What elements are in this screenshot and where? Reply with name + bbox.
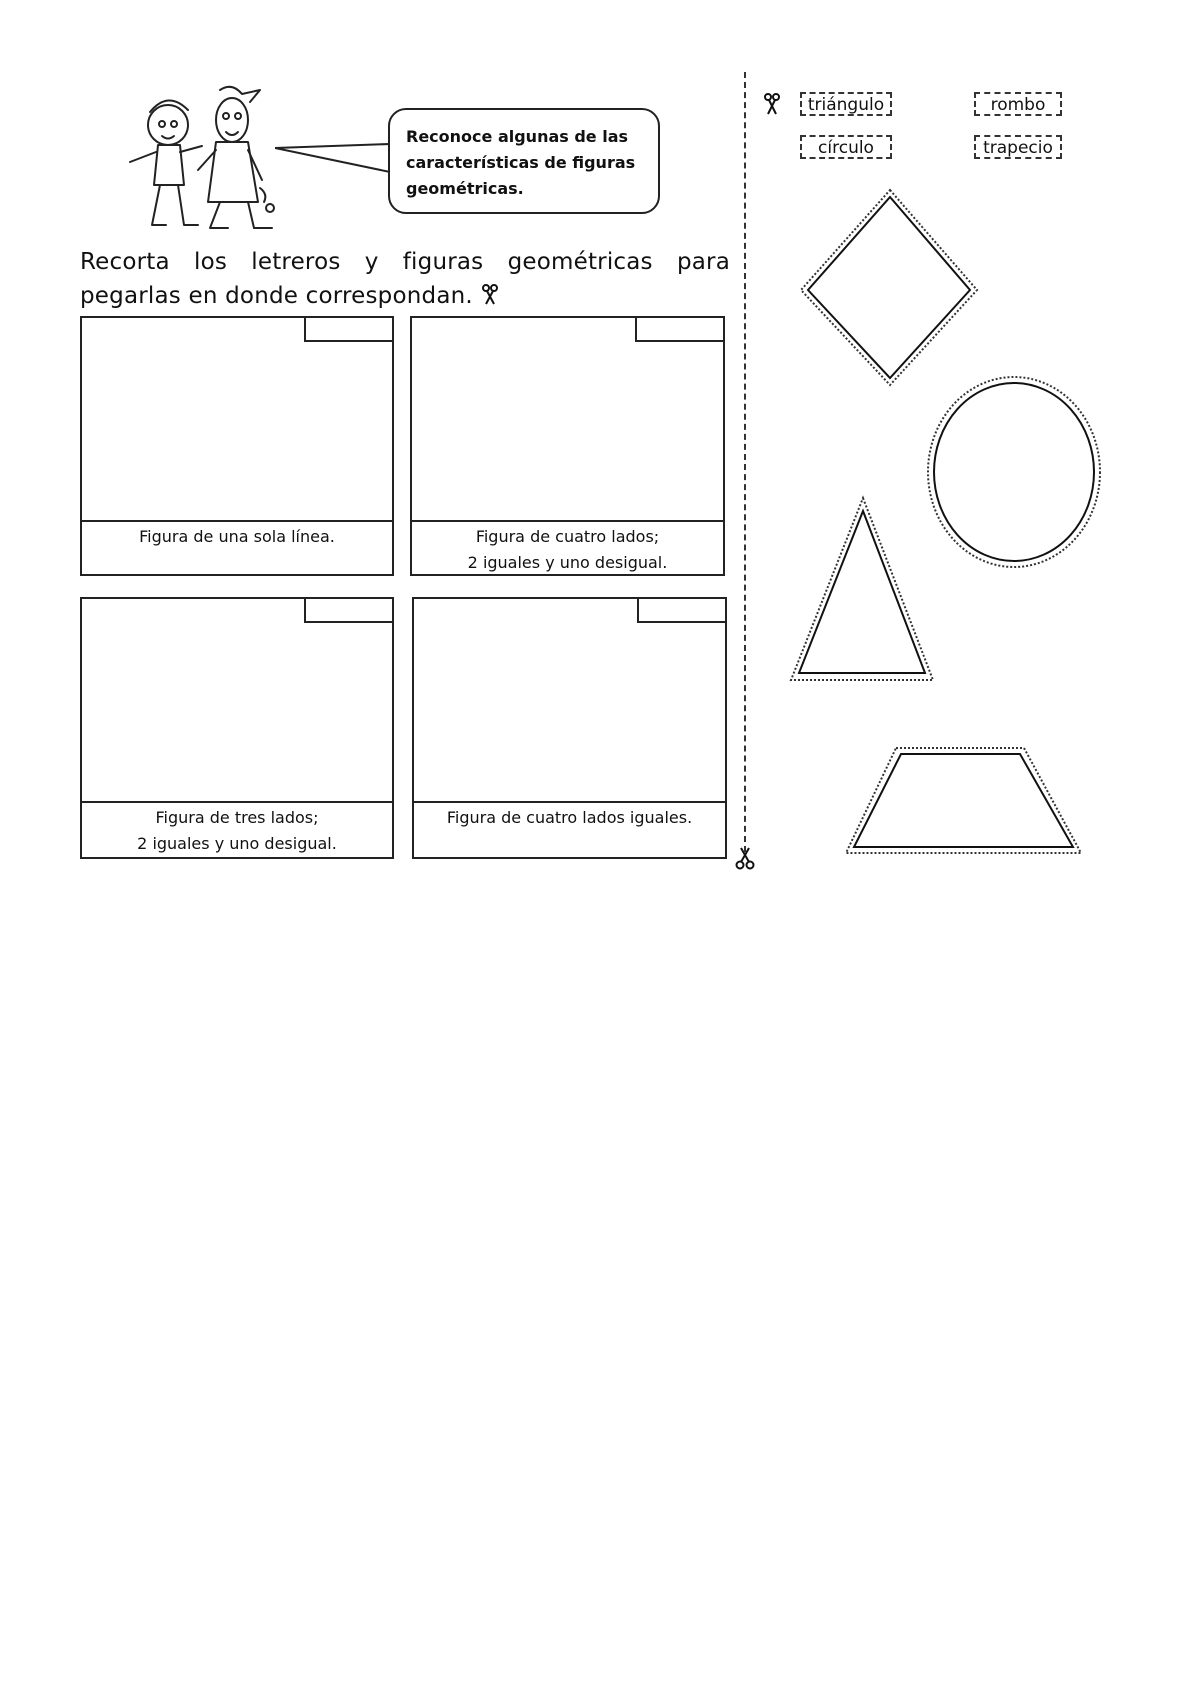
rhombus-shape (801, 190, 977, 385)
scissors-icon (733, 846, 757, 870)
paste-box-4 (412, 597, 727, 859)
speech-bubble-tail (275, 138, 395, 178)
paste-box-2 (410, 316, 725, 576)
caption-line: Figura de cuatro lados; (475, 527, 660, 546)
scissors-icon (480, 283, 500, 305)
label-slot (637, 597, 727, 623)
label-slot (304, 597, 394, 623)
cutout-shapes (780, 185, 1110, 865)
label-slot (304, 316, 394, 342)
caption-line: 2 iguales y uno desigual. (467, 553, 668, 572)
box-caption (414, 801, 725, 857)
instruction-text (80, 245, 730, 313)
label-triangulo: triángulo (800, 92, 892, 116)
cut-line (744, 72, 746, 852)
box-caption (412, 520, 723, 574)
label-slot (635, 316, 725, 342)
caption-line: 2 iguales y uno desigual. (137, 834, 337, 853)
box-caption (82, 520, 392, 574)
instruction-label: Recorta los letreros y figuras geométricas para pegarlas en donde correspondan. (80, 249, 730, 309)
label-rombo: rombo (974, 92, 1062, 116)
paste-box-1 (80, 316, 394, 576)
trapezoid-shape (846, 748, 1081, 853)
label-circulo: círculo (800, 135, 892, 159)
caption-line: Figura de una sola línea. (139, 527, 335, 546)
caption-line: Figura de cuatro lados iguales. (446, 808, 693, 827)
children-illustration (120, 80, 290, 240)
circle-shape (928, 377, 1100, 567)
speech-bubble (388, 108, 660, 214)
scissors-icon (762, 92, 782, 116)
speech-bubble-text: Reconoce algunas de las características de figuras geométricas. (406, 127, 636, 198)
label-trapecio: trapecio (974, 135, 1062, 159)
box-caption (82, 801, 392, 857)
triangle-shape (791, 498, 933, 680)
caption-line: Figura de tres lados; (155, 808, 319, 827)
paste-box-3 (80, 597, 394, 859)
